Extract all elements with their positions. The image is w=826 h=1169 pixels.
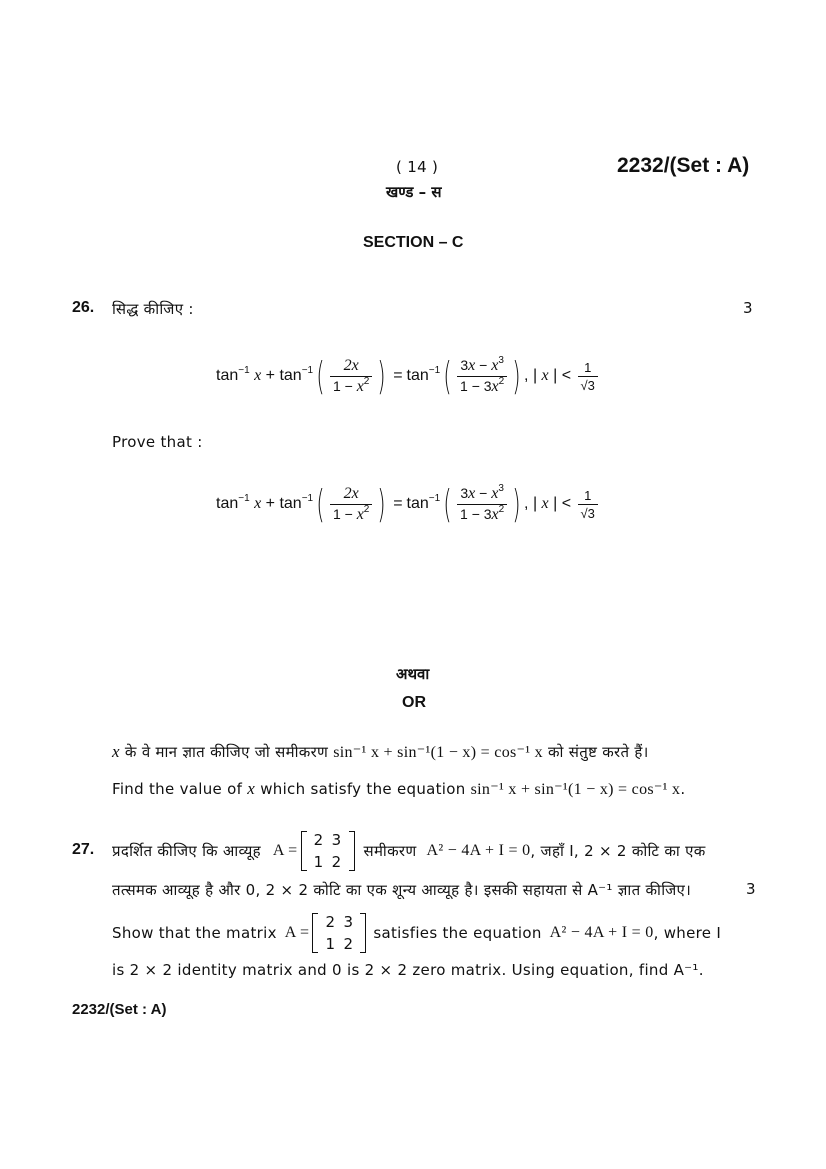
or-english: OR bbox=[402, 694, 426, 711]
q26-alt-english: Find the value of x which satisfy the equation sin⁻¹ x + sin⁻¹(1 − x) = cos⁻¹ x. bbox=[112, 779, 686, 798]
q27-hindi-line-1: प्रदर्शित कीजिए कि आव्यूह A = 2 3 1 2 समीकरण A² − 4A + I = 0 , जहाँ I, 2 × 2 कोटि का एक bbox=[112, 831, 706, 871]
q26-english-prompt: Prove that : bbox=[112, 433, 203, 451]
or-hindi: अथवा bbox=[396, 665, 430, 683]
section-title-english: SECTION – C bbox=[363, 234, 464, 251]
page-number: ( 14 ) bbox=[396, 158, 439, 176]
q27-english-line-2: is 2 × 2 identity matrix and 0 is 2 × 2 zero matrix. Using equation, find A⁻¹. bbox=[112, 961, 704, 979]
q26-hindi-prompt: सिद्ध कीजिए : bbox=[112, 300, 194, 318]
q26-marks: 3 bbox=[743, 299, 753, 317]
question-number-27: 27. bbox=[72, 841, 95, 858]
q26-alt-hindi: x के वे मान ज्ञात कीजिए जो समीकरण sin⁻¹ x + sin⁻¹(1 − x) = cos⁻¹ x को संतुष्ट करते हैं। bbox=[112, 742, 649, 761]
q27-hindi-line-2: तत्समक आव्यूह है और 0, 2 × 2 कोटि का एक शून्य आव्यूह है। इसकी सहायता से A⁻¹ ज्ञात कीजिए। bbox=[112, 881, 692, 899]
q26-equation-english: $\tan^{-1} x + \tan^{-1}$ ( $\frac{2x}{1 - x^2}$ ) = $\tan^{-1}$ ( $\frac{3x - x^3}{1 - 3x^2}$ ) , | x | < $\frac{1}{√3}$ bbox=[216, 478, 600, 530]
matrix-a-english: 2 3 1 2 bbox=[312, 913, 366, 953]
q27-english-line-1: Show that the matrix A = 2 3 1 2 satisfies the equation A² − 4A + I = 0 , where I bbox=[112, 913, 722, 953]
section-title-hindi: खण्ड – स bbox=[386, 183, 442, 201]
paper-code-footer: 2232/(Set : A) bbox=[72, 1001, 167, 1018]
q27-marks: 3 bbox=[746, 880, 756, 898]
paper-code-header: 2232/(Set : A) bbox=[617, 154, 750, 177]
q26-equation-hindi: $\tan^{-1} x + \tan^{-1}$ ( $\frac{2x}{1 - x^2}$ ) = $\tan^{-1}$ ( $\frac{3x - x^3}{1 - 3x^2}$ ) , | x | < $\frac{1}{√3}$ bbox=[216, 350, 600, 402]
question-number-26: 26. bbox=[72, 299, 95, 316]
matrix-a-hindi: 2 3 1 2 bbox=[301, 831, 355, 871]
